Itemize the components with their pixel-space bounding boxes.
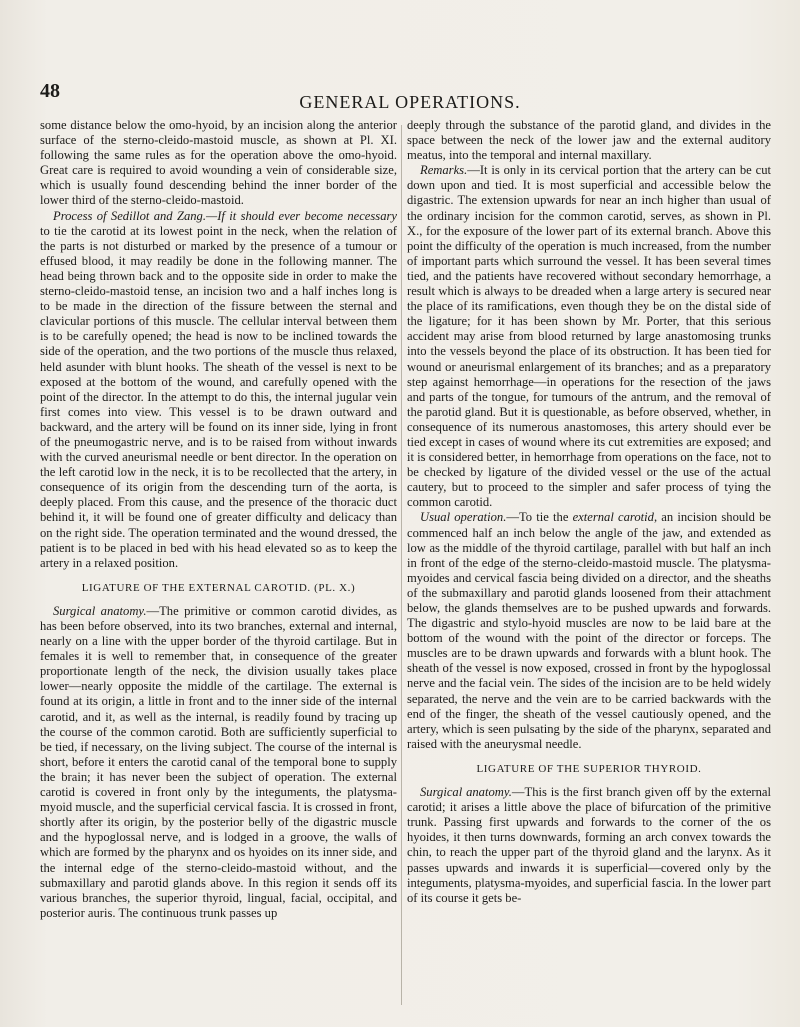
paragraph-lead: Surgical anatomy. <box>53 603 147 618</box>
section-heading: LIGATURE OF THE EXTERNAL CAROTID. (PL. X.) <box>81 581 356 594</box>
paragraph <box>407 510 771 752</box>
paragraph-text: —It is only in its cervical portion that the artery can be cut down upon and tied. It is most superficial and accessible below the digastric. The extension upwards for near an inch higher than usual of the ordinary incision for the common carotid, serves, as shown in Pl. X., for the exposure of the lower part of its external branch. Above this point the difficulty of the operation is much increased, from the number of important parts which surround the vessel. It has been several times tied, and the patients have recovered without secondary hemorrhage, a result which is always to be dreaded when a large artery is secured near the place of its ramifications, even though they be on the distal side of the ligature; for it has been shown by Mr. Porter, that this serious accident may arise from blood returned by large anastomosing trunks into the vessels beyond the place of its obstruction. It has been tied for wound or aneurismal enlargement of its branches; and as a preparatory step against hemorrhage—in operations for the resection of the jaws and parts of the tongue, for tumours of the antrum, and the removal of the parotid gland. But it is questionable, as before observed, whether, in consequence of its numerous anastomoses, this artery should ever be tied except in cases of wound where its cut extremities are exposed; and it is considered better, in hemorrhage from operations on the face, not to be checked by ligature of the divided vessel or the use of the actual cautery, but to proceed to the simpler and safer process of tying the common carotid. <box>407 163 771 510</box>
paragraph: deeply through the substance of the parotid gland, and divides in the space between the neck of the lower jaw and the external auditory meatus, into the temporal and internal maxillary. <box>407 118 771 163</box>
emphasis: external carotid <box>572 510 654 525</box>
paragraph-lead: Surgical anatomy. <box>420 785 512 800</box>
paragraph <box>407 163 771 510</box>
page-number: 48 <box>40 80 60 102</box>
paragraph-lead: Remarks. <box>420 163 468 178</box>
paragraph: some distance below the omo-hyoid, by an incision along the anterior surface of the sterno-cleido-mastoid muscle, as shown at Pl. XI. following the same rules as for the operation above the omo-hyoid. Great care is required to avoid wounding a vein of considerable size, which is usually found descending behind the inner border of the lower third of the sterno-cleido-mastoid. <box>40 118 397 208</box>
section-heading: LIGATURE OF THE SUPERIOR THYROID. <box>476 762 702 775</box>
paragraph <box>40 209 397 571</box>
column-divider <box>401 125 402 1005</box>
paragraph <box>40 604 397 921</box>
paragraph-text: —The primitive or common carotid divides, as has been before observed, into its two branches, external and internal, nearly on a line with the upper border of the thyroid cartilage. But in females it is well to remember that, in consequence of the greater proportionate length of the neck, the division usually takes place lower—nearly opposite the middle of the cartilage. The external is found at its origin, a little in front and to the inner side of the internal carotid, and it, as well as the internal, is readily found by tracing up the course of the common carotid. Both are sufficiently superficial to be tied, if necessary, on the living subject. The course of the internal is short, before it enters the carotid canal of the temporal bone to supply the brain; it has never been the subject of operation. The external carotid is covered in front only by the integuments, the platysma-myoid muscle, and the superficial cervical fascia. It is crossed in front, shortly after its origin, by the posterior belly of the digastric muscle and the hypoglossal nerve, and is lodged in a groove, the walls of which are formed by the pharynx and os hyoides on its inner side, and the internal edge of the sterno-cleido-mastoid without, and the submaxillary and parotid glands above. In this region it sends off its various branches, the superior thyroid, lingual, facial, occipital, and posterior auris. The continuous trunk passes up <box>40 603 398 920</box>
paragraph-lead: Usual operation. <box>420 510 507 525</box>
page-header <box>40 80 780 110</box>
running-title: GENERAL OPERATIONS. <box>299 92 521 112</box>
left-column <box>40 118 397 921</box>
right-column <box>407 118 771 906</box>
paragraph-lead: Process of Sedillot and Zang.—If it should ever become necessary <box>53 208 397 223</box>
paragraph-text: , an incision should be commenced half an inch below the angle of the jaw, and extended as low as the middle of the thyroid cartilage, parallel with but half an inch in front of the edge of the sterno-cleido-mastoid muscle. The platysma-myoides and cervical fascia being divided on a director, and the sheaths of the submaxillary and parotid glands loosened from their attachment below, the glands themselves are to be pushed upwards and forwards. The digastric and stylo-hyoid muscles are now to be laid bare at the bottom of the wound with the point of the director or forceps. The muscles are to be drawn upwards and forwards with a blunt hook. The sheath of the vessel is now exposed, crossed in front by the hypoglossal nerve and the facial vein. The sides of the incision are to be held widely separated, the nerve and the vein are to be carried backwards with the end of the finger, the sheath of the vessel cautiously opened, and the artery, which is seen pulsating by the side of the pharynx, separated and raised with the aneurysmal needle. <box>407 510 772 751</box>
paragraph-text: —To tie the <box>506 510 573 525</box>
paragraph-text: —This is the first branch given off by the external carotid; it arises a little above the place of bifurcation of the primitive trunk. Passing first upwards and forwards to the corner of the os hyoides, it then turns downwards, forming an arch convex towards the chin, to reach the upper part of the thyroid gland and the larynx. As it passes upwards and inwards it is superficial—covered only by the integuments, platysma-myoides, and superficial fascia. In the lower part of its course it gets be- <box>407 785 771 905</box>
paragraph <box>407 785 771 906</box>
paragraph-text: to tie the carotid at its lowest point in the neck, when the relation of the parts is not disturbed or marked by the presence of a tumour or effused blood, it may readily be done in the following manner. The head being thrown back and to the opposite side in order to make the sterno-cleido-mastoid tense, an incision two and a half inches long is to be made in the direction of the fissure between the sternal and clavicular portions of this muscle. The cellular interval between them is to be carefully opened; the head is now to be inclined towards the side of the operation, and the two portions of the muscle thus relaxed, held asunder with blunt hooks. The sheath of the vessel is next to be exposed at the bottom of the wound, and carefully opened with the point of the director. In the attempt to do this, the internal jugular vein first comes into view. This vessel is to be drawn outward and backward, and the artery will be found on its inner side, lying in front of the pneumogastric nerve, and is to be raised from without inwards with the curved aneurismal needle or bent director. In the operation on the left carotid low in the neck, it is to be recollected that the artery, in consequence of its origin from the descending turn of the aorta, is deeply placed. From this cause, and the presence of the thoracic duct behind it, it will be found one of greater difficulty and delicacy than on the right side. The operation terminated and the wound dressed, the patient is to be placed in bed with his head elevated so as to keep the artery in a relaxed position. <box>40 223 397 570</box>
